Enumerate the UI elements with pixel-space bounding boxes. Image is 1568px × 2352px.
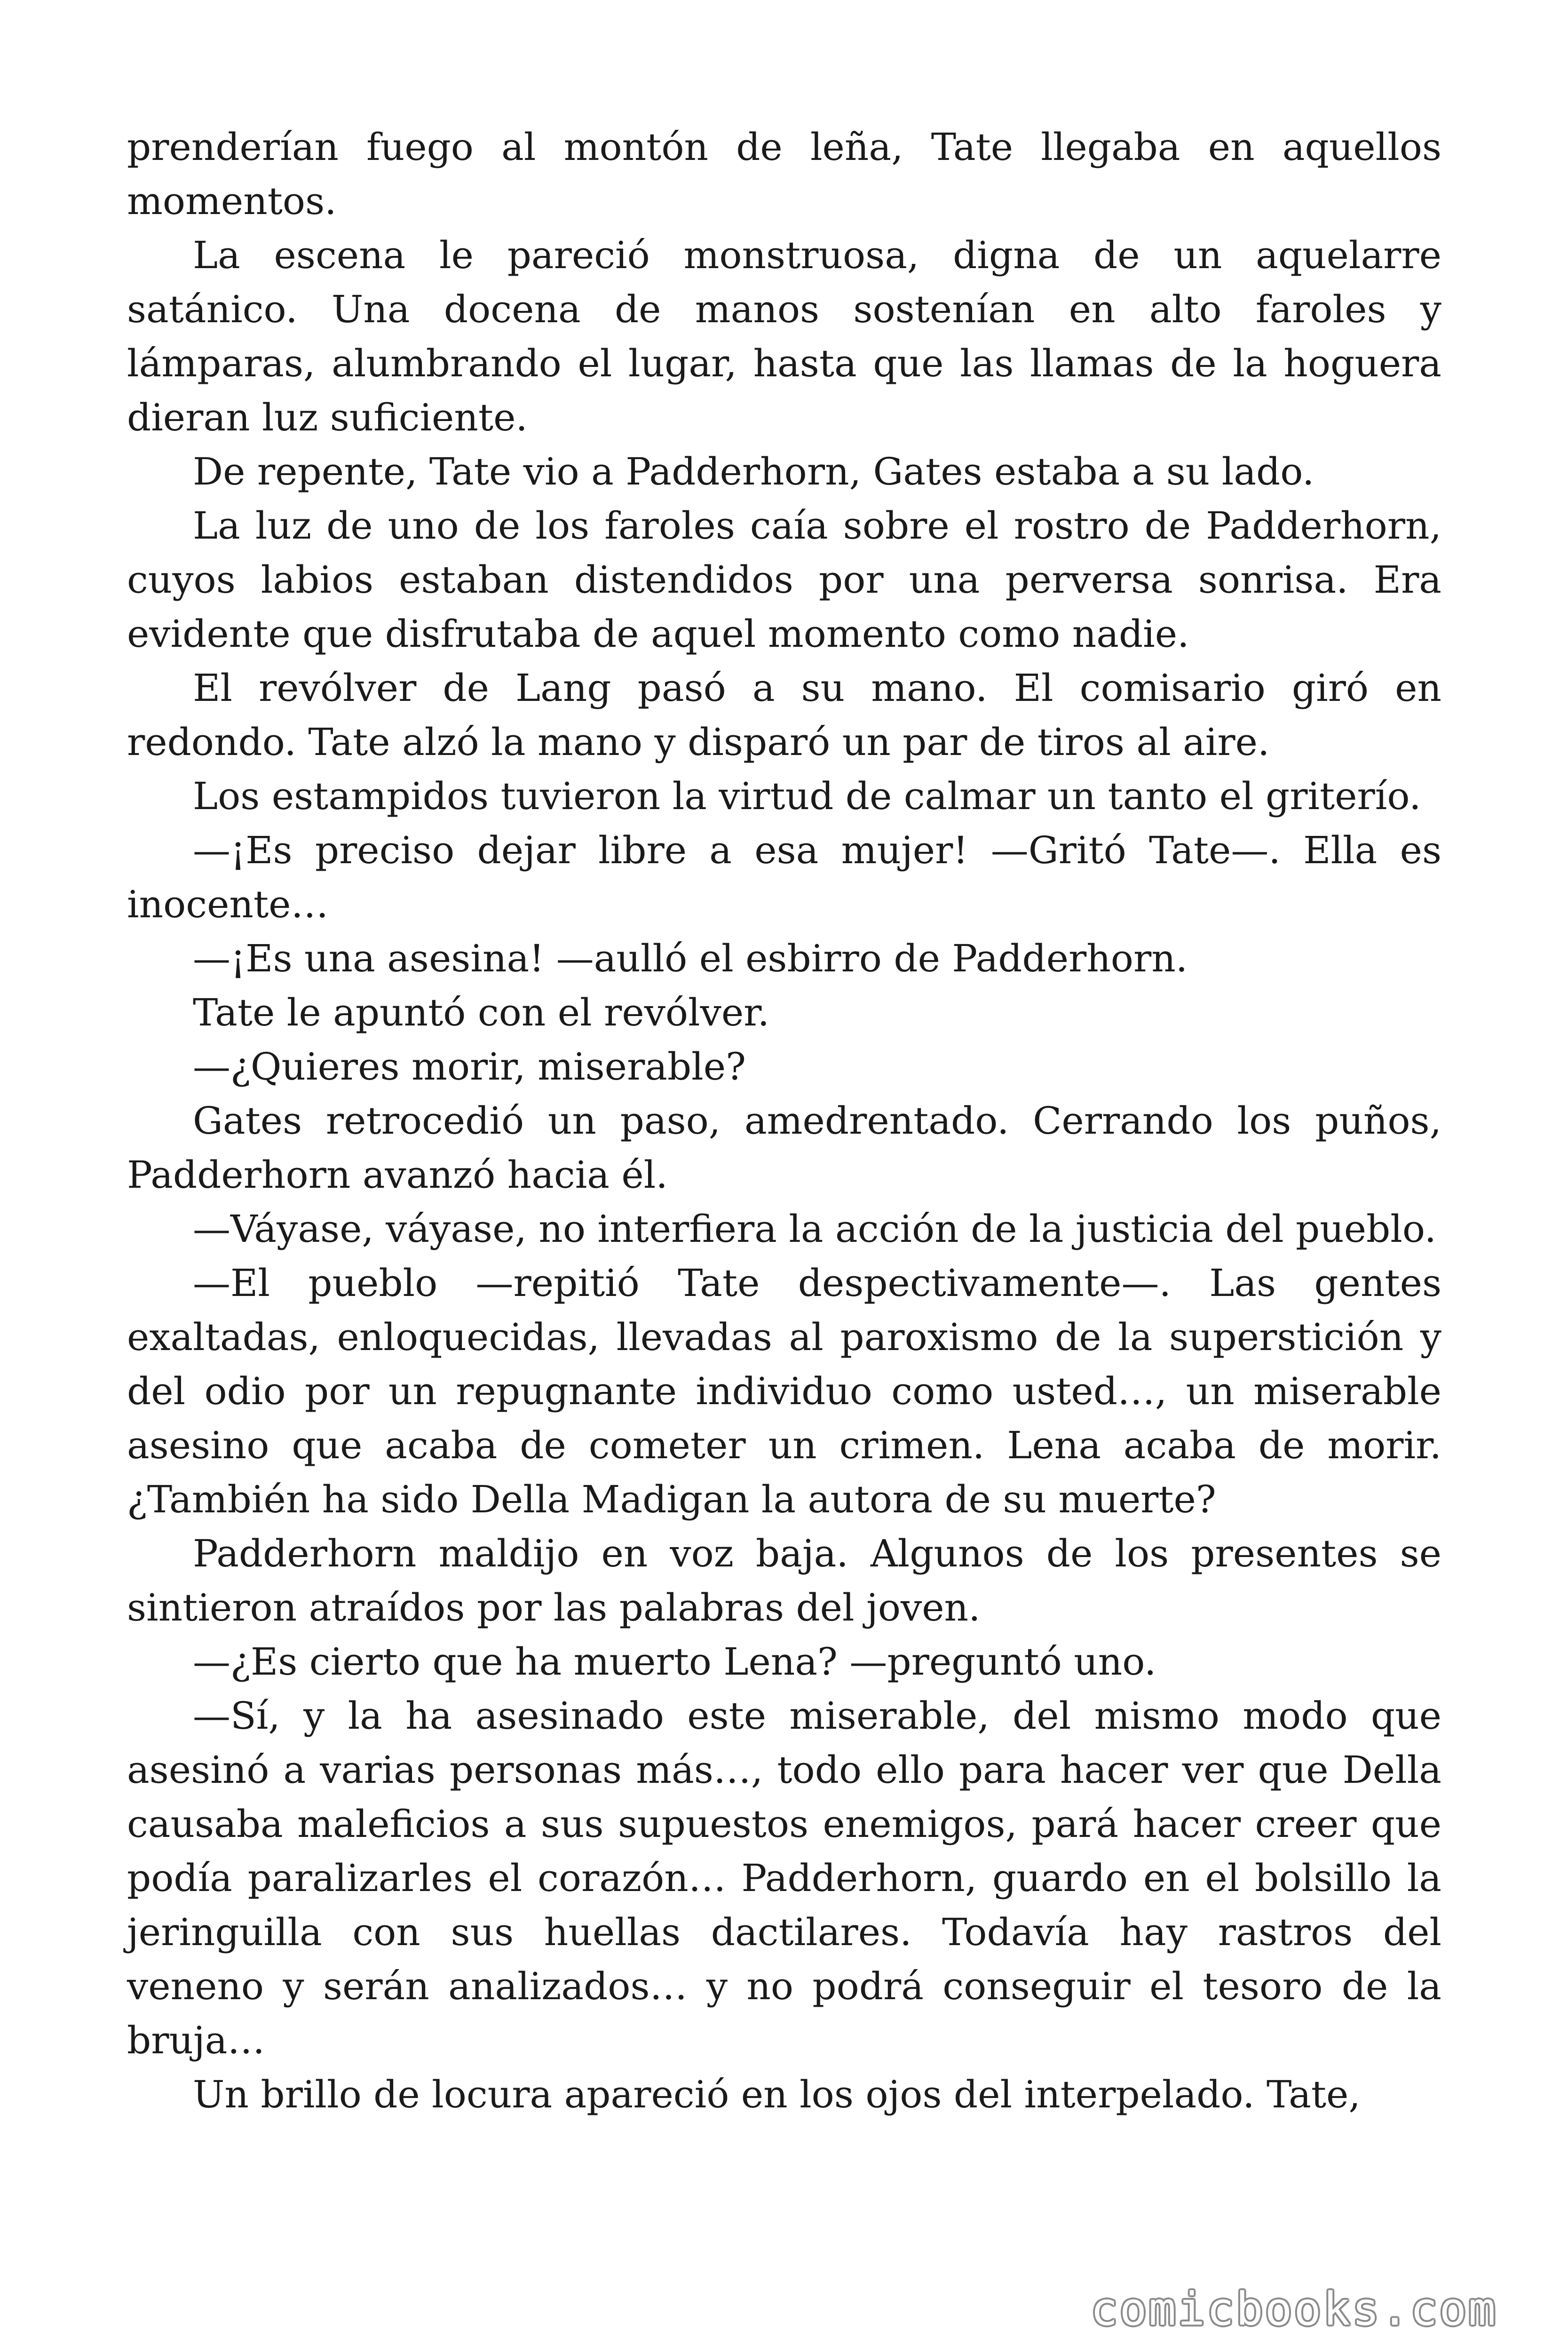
paragraph: Padderhorn maldijo en voz baja. Algunos de los presentes se sintieron atraídos por las palabras del joven. [127, 1532, 1441, 1629]
paragraph: De repente, Tate vio a Padderhorn, Gates estaba a su lado. [193, 450, 1315, 493]
page-body [127, 120, 1441, 2122]
paragraph: —¿Es cierto que ha muerto Lena? —preguntó uno. [193, 1640, 1156, 1684]
paragraph: —Váyase, váyase, no interfiera la acción de la justicia del pueblo. [193, 1207, 1437, 1251]
paragraph: El revólver de Lang pasó a su mano. El comisario giró en redondo. Tate alzó la mano y disparó un par de tiros al aire. [127, 666, 1441, 764]
paragraph: Los estampidos tuvieron la virtud de calmar un tanto el griterío. [193, 774, 1421, 818]
paragraph: prenderían fuego al montón de leña, Tate llegaba en aquellos momentos. [127, 125, 1441, 223]
watermark: comicbooks.com [1090, 2283, 1497, 2336]
paragraph: —¡Es preciso dejar libre a esa mujer! —Gritó Tate—. Ella es inocente… [127, 828, 1441, 926]
paragraph: —¡Es una asesina! —aulló el esbirro de Padderhorn. [193, 937, 1188, 980]
paragraph: —¿Quieres morir, miserable? [193, 1045, 746, 1089]
paragraph: Tate le apuntó con el revólver. [193, 991, 770, 1034]
paragraph: —Sí, y la ha asesinado este miserable, del mismo modo que asesinó a varias personas más…, todo ello para hacer ver que Della causaba maleficios a sus supuestos enemigos, pará hacer creer que podía paralizarles el corazón… Padderhorn, guardo en el bolsillo la jeringuilla con sus huellas dactilares. Todavía hay rastros del veneno y serán analizados… y no podrá conseguir el tesoro de la bruja… [127, 1694, 1441, 2062]
paragraph: Un brillo de locura apareció en los ojos del interpelado. Tate, [193, 2073, 1361, 2116]
paragraph: La luz de uno de los faroles caía sobre el rostro de Padderhorn, cuyos labios estaban distendidos por una perversa sonrisa. Era evidente que disfrutaba de aquel momento como nadie. [127, 504, 1441, 656]
paragraph: —El pueblo —repitió Tate despectivamente—. Las gentes exaltadas, enloquecidas, llevadas al paroxismo de la superstición y del odio por un repugnante individuo como usted…, un miserable asesino que acaba de cometer un crimen. Lena acaba de morir. ¿También ha sido Della Madigan la autora de su muerte? [127, 1261, 1441, 1521]
paragraph: Gates retrocedió un paso, amedrentado. Cerrando los puños, Padderhorn avanzó hacia él. [127, 1099, 1441, 1197]
paragraph: La escena le pareció monstruosa, digna de un aquelarre satánico. Una docena de manos sostenían en alto faroles y lámparas, alumbrando el lugar, hasta que las llamas de la hoguera dieran luz suficiente. [127, 233, 1441, 439]
